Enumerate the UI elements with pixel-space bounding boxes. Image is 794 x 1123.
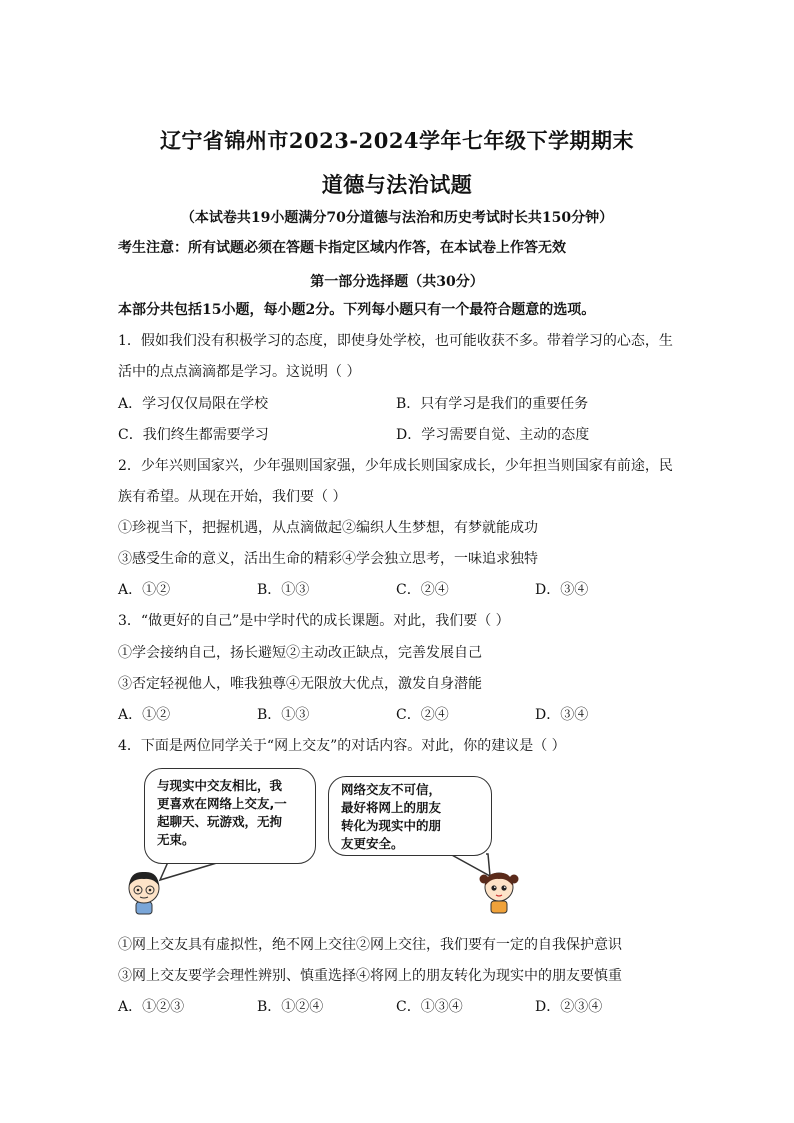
boy-cartoon-icon xyxy=(124,868,164,918)
bubble-right-line1: 网络交友不可信， xyxy=(341,782,442,797)
bubble-left-line4: 无束。 xyxy=(157,832,195,847)
q1-option-c: C．我们终生都需要学习 xyxy=(118,427,269,443)
q3-stem-line1: 3．“做更好的自己”是中学时代的成长课题。对此，我们要（ ） xyxy=(118,613,510,629)
bubble-left-line3: 起聊天、玩游戏，无拘 xyxy=(157,814,283,829)
bubble-right-line2: 最好将网上的朋友 xyxy=(341,800,442,815)
bubble-left-line2: 更喜欢在网络上交友,一 xyxy=(157,796,287,811)
q1-option-a: A．学习仅仅局限在学校 xyxy=(118,396,269,412)
q2-option-c: C．②④ xyxy=(396,582,449,598)
q1-stem-line1: 1．假如我们没有积极学习的态度，即使身处学校，也可能收获不多。带着学习的心态，生 xyxy=(118,333,673,349)
bubble-right-line4: 友更安全。 xyxy=(341,836,404,851)
section-intro: 本部分共包括15小题，每小题2分。下列每小题只有一个最符合题意的选项。 xyxy=(118,302,596,318)
q1-stem-line2: 活中的点点滴滴都是学习。这说明（ ） xyxy=(118,364,361,380)
q2-statement-2: ③感受生命的意义，活出生命的精彩④学会独立思考，一味追求独特 xyxy=(118,551,538,567)
q4-option-c: C．①③④ xyxy=(396,999,463,1015)
q4-option-d: D．②③④ xyxy=(535,999,603,1015)
q4-option-a: A．①②③ xyxy=(118,999,185,1015)
bubble-right-line3: 转化为现实中的朋 xyxy=(341,818,442,833)
q2-stem-line2: 族有希望。从现在开始，我们要（ ） xyxy=(118,489,347,505)
girl-cartoon-icon xyxy=(479,866,519,916)
q3-statement-2: ③否定轻视他人，唯我独尊④无限放大优点，激发自身潜能 xyxy=(118,676,482,692)
exam-notice: 考生注意：所有试题必须在答题卡指定区域内作答，在本试卷上作答无效 xyxy=(118,240,566,256)
q3-option-a: A．①② xyxy=(118,707,171,723)
bubble-left-line1: 与现实中交友相比，我 xyxy=(157,778,283,793)
q2-option-d: D．③④ xyxy=(535,582,589,598)
exam-subtitle: 道德与法治试题 xyxy=(321,172,473,197)
q3-statement-1: ①学会接纳自己，扬长避短②主动改正缺点，完善发展自己 xyxy=(118,645,482,661)
q2-option-a: A．①② xyxy=(118,582,171,598)
q1-option-b: B．只有学习是我们的重要任务 xyxy=(396,396,589,412)
speech-bubble-right xyxy=(328,776,492,856)
exam-info: （本试卷共19小题满分70分道德与法治和历史考试时长共150分钟） xyxy=(180,210,614,226)
exam-title: 辽宁省锦州市2023-2024学年七年级下学期期末 xyxy=(159,128,635,153)
q4-stem-line1: 4．下面是两位同学关于“网上交友”的对话内容。对此，你的建议是（ ） xyxy=(118,738,566,754)
q4-statement-2: ③网上交友要学会理性辨别、慎重选择④将网上的朋友转化为现实中的朋友要慎重 xyxy=(118,968,622,984)
speech-bubble-left xyxy=(144,768,316,864)
q1-option-d: D．学习需要自觉、主动的态度 xyxy=(396,427,590,443)
section-title: 第一部分选择题（共30分） xyxy=(310,274,484,290)
q4-option-b: B．①②④ xyxy=(257,999,324,1015)
q3-option-d: D．③④ xyxy=(535,707,589,723)
q2-stem-line1: 2．少年兴则国家兴，少年强则国家强，少年成长则国家成长，少年担当则国家有前途，民 xyxy=(118,458,673,474)
q2-statement-1: ①珍视当下，把握机遇，从点滴做起②编织人生梦想，有梦就能成功 xyxy=(118,520,538,536)
q3-option-c: C．②④ xyxy=(396,707,449,723)
q4-statement-1: ①网上交友具有虚拟性，绝不网上交往②网上交往，我们要有一定的自我保护意识 xyxy=(118,937,622,953)
q3-option-b: B．①③ xyxy=(257,707,310,723)
q2-option-b: B．①③ xyxy=(257,582,310,598)
